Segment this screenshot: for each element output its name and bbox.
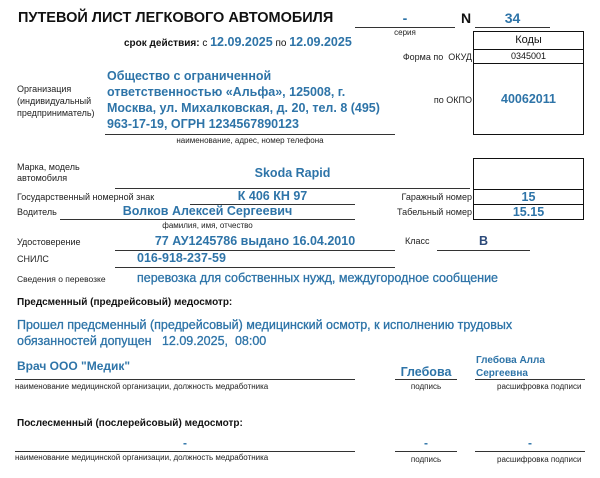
post-exam-signature-value: - [424,436,428,450]
garage-value: 15 [521,190,536,204]
validity-label: срок действия: [124,38,200,49]
post-exam-org-line [15,451,355,452]
okud-label: Форма по ОКУД [402,52,472,62]
number-value: 34 [504,10,521,26]
license-label: Удостоверение [17,237,81,247]
post-exam-org-value: - [183,436,187,450]
tabel-label: Табельный номер [397,207,472,217]
post-exam-org-caption: наименование медицинской организации, должность медработника [15,453,269,462]
to-label: по [275,38,287,49]
validity-row [124,35,352,49]
document-title: ПУТЕВОЙ ЛИСТ ЛЕГКОВОГО АВТОМОБИЛЯ [18,10,334,26]
post-exam-title: Послесменный (послерейсовый) медосмотр: [17,418,243,429]
plate-label: Государственный номерной знак [17,192,155,202]
post-exam-decode-caption: расшифровка подписи [497,455,582,464]
series-value: - [402,10,408,26]
okpo-label: по ОКПО [433,95,472,105]
pre-exam-org-line [15,379,355,380]
okud-value: 0345001 [510,51,547,61]
transport-value: перевозка для собственных нужд, междугородное сообщение [137,271,498,285]
pre-exam-signature-caption: подпись [410,382,442,391]
class-label: Класс [405,236,430,246]
transport-label: Сведения о перевозке [17,274,106,284]
number-line [475,27,550,28]
post-exam-signature-line [395,451,457,452]
garage-label: Гаражный номер [401,192,472,202]
license-value: 77 АУ1245786 выдано 16.04.2010 [154,234,356,248]
pre-exam-org-value: Врач ООО "Медик" [17,359,131,373]
snils-label: СНИЛС [17,254,49,264]
driver-line [60,219,355,220]
class-line [437,250,530,251]
okpo-value: 40062011 [501,92,556,106]
model-label: Марка, модель автомобиля [17,162,80,183]
to-date: 12.09.2025 [289,35,352,49]
organization-label: Организация (индивидуальный предприниматель) [17,84,95,118]
pre-exam-signature-line [395,379,457,380]
post-exam-decode-line [475,451,585,452]
post-exam-decode-value: - [528,436,532,450]
pre-exam-decode-caption: расшифровка подписи [497,382,582,391]
post-exam-signature-caption: подпись [410,455,442,464]
organization-value: Общество с ограниченной ответственностью «Альфа», 125008, г. Москва, ул. Михалковская, д. 20, тел. 8 (495) 963-17-19, ОГРН 1234567890123 [107,69,380,131]
series-caption: серия [394,28,416,37]
pre-exam-decode-line [475,379,585,380]
from-date: 12.09.2025 [210,35,273,49]
codes-empty-cell [473,158,584,190]
number-label: N [461,10,472,26]
pre-exam-org-caption: наименование медицинской организации, должность медработника [15,382,269,391]
driver-caption: фамилия, имя, отчество [162,221,253,230]
driver-value: Волков Алексей Сергеевич [122,204,293,218]
snils-value: 016-918-237-59 [137,251,226,265]
tabel-value: 15.15 [512,205,545,219]
from-label: с [202,38,208,49]
codes-header: Коды [515,34,542,46]
pre-exam-title: Предсменный (предрейсовый) медосмотр: [17,297,233,308]
organization-caption: наименование, адрес, номер телефона [176,136,324,145]
driver-label: Водитель [17,207,57,217]
pre-exam-decode-value: Глебова Алла Сергеевна [476,355,545,379]
pre-exam-signature-value: Глебова [400,365,452,379]
organization-line [105,134,395,135]
class-value: B [478,234,489,248]
pre-exam-result: Прошел предсменный (предрейсовый) медицинский осмотр, к исполнению трудовых обязанностей допущен 12.09.2025, 08:00 [17,318,513,348]
plate-value: К 406 КН 97 [237,189,308,203]
model-value: Skoda Rapid [254,166,331,180]
snils-line [115,267,395,268]
